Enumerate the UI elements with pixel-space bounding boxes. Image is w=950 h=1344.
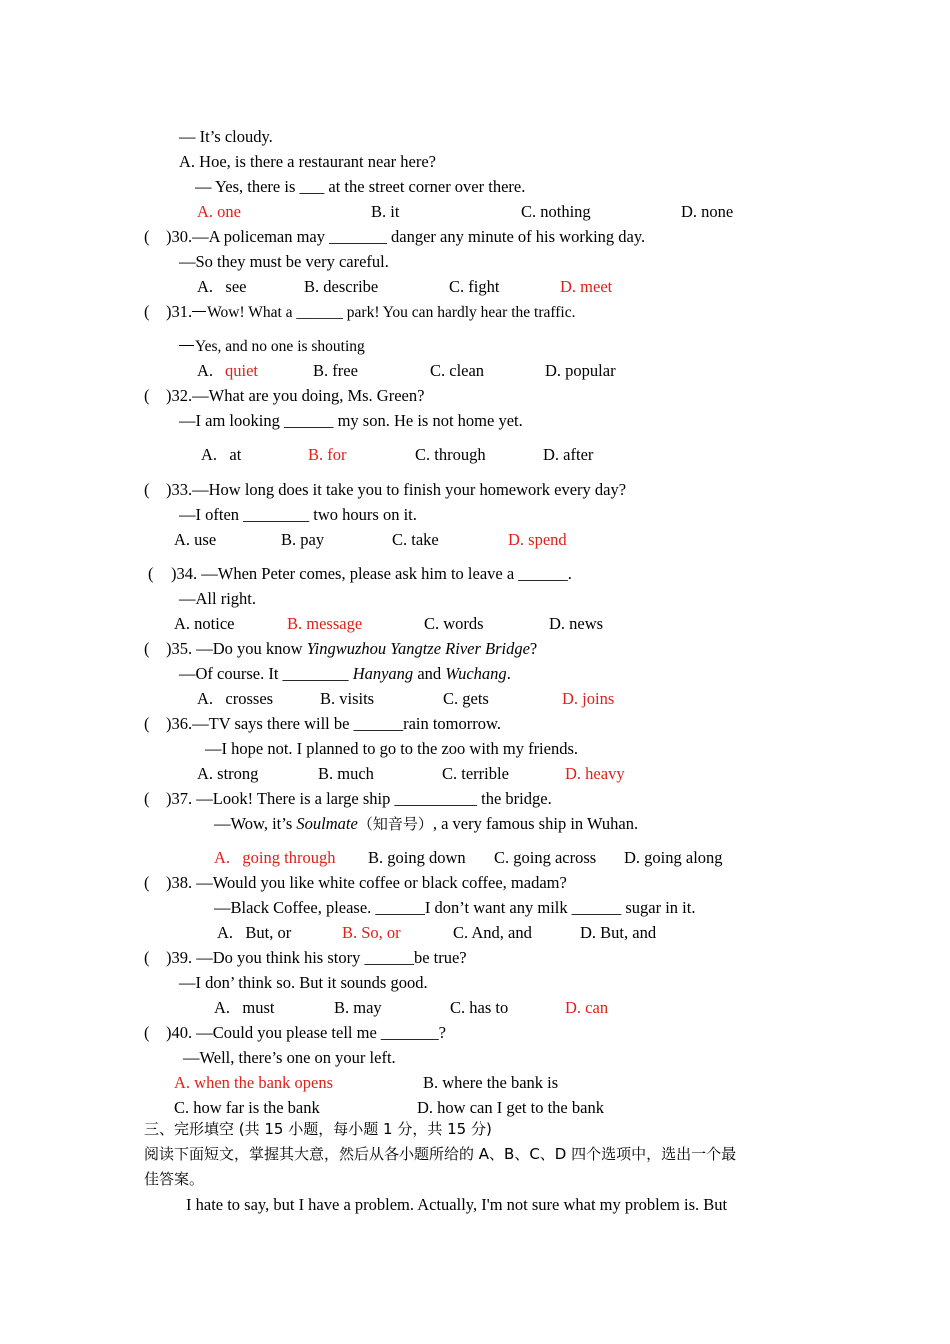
option-a-label: A. [197, 361, 214, 380]
dialogue-line: Yes, and no one is shouting [179, 336, 365, 357]
option-c: C. words [424, 614, 484, 633]
answer-paren: ( [144, 948, 150, 967]
option-c: C. nothing [521, 202, 591, 221]
question-36: )36.—TV says there will be ______rain tomorrow. [166, 714, 501, 733]
option-b: B. visits [320, 689, 375, 708]
option-c: C. terrible [442, 764, 509, 783]
option-a-answer: quiet [225, 361, 258, 380]
question-line: A. Hoe, is there a restaurant near here? [179, 152, 436, 171]
option-d: D. none [681, 202, 734, 221]
option-c: C. how far is the bank [174, 1098, 320, 1117]
option-b: B. free [313, 361, 358, 380]
option-a: A. But, or [217, 923, 292, 942]
section-instructions-cont: 佳答案。 [144, 1170, 205, 1188]
option-a-answer: A. when the bank opens [174, 1073, 334, 1092]
question-38: )38. —Would you like white coffee or black coffee, madam? [166, 873, 567, 892]
option-b-answer: B. message [287, 614, 363, 633]
dialogue-line: —Well, there’s one on your left. [183, 1048, 396, 1067]
option-d-answer: D. meet [560, 277, 613, 296]
option-b: B. it [371, 202, 400, 221]
option-a: A. crosses [197, 689, 274, 708]
option-d-answer: D. can [565, 998, 609, 1017]
answer-paren: ( [144, 1023, 150, 1042]
option-a: A. must [214, 998, 275, 1017]
section-instructions: 阅读下面短文，掌握其大意，然后从各小题所给的 A、B、C、D 四个选项中，选出一个最 [144, 1145, 737, 1163]
question-33: )33.—How long does it take you to finish your homework every day? [166, 480, 627, 499]
dialogue-line: —Wow, it’s Soulmate（知音号）, a very famous ship in Wuhan. [214, 814, 639, 833]
option-b: B. much [318, 764, 374, 783]
option-b-answer: B. So, or [342, 923, 401, 942]
answer-paren: ( [144, 789, 150, 808]
dialogue-line: —Of course. It ________ Hanyang and Wuchang. [179, 664, 511, 683]
option-c: C. And, and [453, 923, 532, 942]
option-d: D. going along [624, 848, 723, 867]
option-a-answer: A. one [197, 202, 241, 221]
option-a: A. at [201, 445, 242, 464]
answer-paren: ( [144, 480, 150, 499]
option-d-answer: D. heavy [565, 764, 625, 783]
option-c: C. gets [443, 689, 489, 708]
dialogue-line: — Yes, there is ___ at the street corner over there. [195, 177, 526, 196]
dialogue-line: —I don’ think so. But it sounds good. [179, 973, 428, 992]
question-30: )30.—A policeman may _______ danger any minute of his working day. [166, 227, 646, 246]
dialogue-line: —I hope not. I planned to go to the zoo with my friends. [205, 739, 579, 758]
dialogue-line: —I am looking ______ my son. He is not home yet. [179, 411, 523, 430]
option-d: D. But, and [580, 923, 657, 942]
option-b: B. describe [304, 277, 379, 296]
question-31: )31. Wow! What a ______ park! You can hardly hear the traffic. [166, 302, 576, 321]
option-d-answer: D. spend [508, 530, 567, 549]
answer-paren: ( [144, 714, 150, 733]
option-d: D. after [543, 445, 594, 464]
answer-paren: ( [144, 386, 150, 405]
option-b: B. may [334, 998, 382, 1017]
question-34: )34. —When Peter comes, please ask him to leave a ______. [171, 564, 572, 583]
question-39: )39. —Do you think his story ______be true? [166, 948, 467, 967]
option-a: A. use [174, 530, 217, 549]
option-c: C. through [415, 445, 486, 464]
option-c: C. take [392, 530, 439, 549]
question-35: )35. —Do you know Yingwuzhou Yangtze River Bridge? [166, 639, 538, 658]
dialogue-line: —All right. [179, 589, 256, 608]
answer-paren: ( [144, 302, 150, 321]
answer-paren: ( [144, 227, 150, 246]
answer-paren: ( [144, 639, 150, 658]
section-title: 三、完形填空 (共 15 小题，每小题 1 分，共 15 分) [144, 1120, 492, 1138]
option-d-answer: D. joins [562, 689, 615, 708]
option-a: A. notice [174, 614, 235, 633]
option-a: A. see [197, 277, 247, 296]
option-d: D. news [549, 614, 604, 633]
question-40: )40. —Could you please tell me _______? [166, 1023, 446, 1042]
option-c: C. fight [449, 277, 500, 296]
option-b: B. pay [281, 530, 325, 549]
dialogue-line: —I often ________ two hours on it. [179, 505, 417, 524]
question-32: )32.—What are you doing, Ms. Green? [166, 386, 425, 405]
option-b: B. going down [368, 848, 466, 867]
passage-paragraph: I hate to say, but I have a problem. Actually, I'm not sure what my problem is. But [186, 1195, 728, 1214]
dialogue-line: — It’s cloudy. [179, 127, 273, 146]
option-a: A. strong [197, 764, 259, 783]
option-a-answer: A. going through [214, 848, 336, 867]
option-c: C. clean [430, 361, 485, 380]
dialogue-line: —So they must be very careful. [179, 252, 389, 271]
option-d: D. how can I get to the bank [417, 1098, 604, 1117]
option-c: C. going across [494, 848, 597, 867]
answer-paren: ( [144, 873, 150, 892]
answer-paren: ( [148, 564, 154, 583]
option-c: C. has to [450, 998, 509, 1017]
dialogue-line: —Black Coffee, please. ______I don’t want any milk ______ sugar in it. [214, 898, 696, 917]
option-d: D. popular [545, 361, 616, 380]
question-37: )37. —Look! There is a large ship __________ the bridge. [166, 789, 552, 808]
option-b: B. where the bank is [423, 1073, 559, 1092]
option-b-answer: B. for [308, 445, 347, 464]
